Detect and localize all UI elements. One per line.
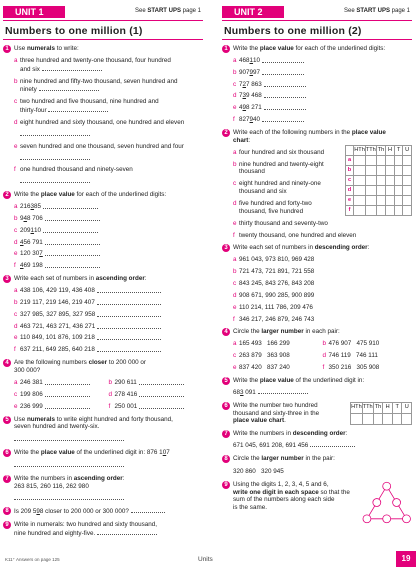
digit-circle[interactable] <box>363 515 371 523</box>
question-prompt: Using the digits 1, 2, 3, 4, 5 and 6, write one digit in each space so that the sum of the numbers along each side is the same. <box>233 480 350 512</box>
question-number: 7 <box>222 430 230 438</box>
list-item: d 908 671, 990 285, 900 899 <box>233 291 315 299</box>
answer-line[interactable] <box>45 379 90 385</box>
list-item: b 9 4 8 706 <box>14 215 203 223</box>
list-item[interactable]: c 263 879 363 908 <box>233 352 290 360</box>
list-item: e 4 9 8 271 <box>233 104 412 112</box>
answer-line[interactable] <box>97 287 161 293</box>
answer-line[interactable] <box>264 81 306 87</box>
list-item: e 110 214, 111 786, 209 476 <box>233 303 313 311</box>
question-8 <box>3 507 203 516</box>
list-item: e 110 849, 101 876, 109 218 <box>14 334 203 342</box>
question-3 <box>3 275 203 354</box>
answer-line[interactable] <box>262 69 304 75</box>
list-item: d eight hundred and sixty thousand, one hundred and eleven <box>14 119 203 139</box>
question-9 <box>3 521 203 538</box>
list-item: e seven hundred and one thousand, seven hundred and four <box>14 143 203 163</box>
question-number: 9 <box>222 481 230 489</box>
question-7 <box>3 475 203 503</box>
question-7: 7 Write the numbers in descending order: 671 045, 691 208, 691 456 <box>222 430 412 450</box>
question-prompt: Circle the larger number in the pair: <box>233 454 335 462</box>
question-prompt: Write each of the following numbers in the place value chart: <box>233 129 386 144</box>
answer-line[interactable] <box>20 130 90 136</box>
startups-reference: See START UPS page 1 <box>135 8 201 15</box>
question-number: 4 <box>222 328 230 336</box>
question-prompt: Write each set of numbers in descending order: <box>233 244 370 252</box>
footer-section: Units <box>198 555 213 563</box>
question-prompt: Write the numbers in ascending order: 263 815, 260 116, 262 980 <box>14 474 125 490</box>
list-item: a three hundred and twenty-one thousand, four hundred and six <box>14 56 171 73</box>
answer-line[interactable] <box>45 262 100 268</box>
question-number: 1 <box>222 45 230 53</box>
list-item: b 219 117, 219 146, 219 407 <box>14 299 203 307</box>
list-item: f 346 217, 246 879, 246 743 <box>233 315 315 323</box>
question-prompt: Write the place value for each of the underlined digits: <box>233 45 386 52</box>
answer-line[interactable] <box>97 529 157 535</box>
question-number: 8 <box>222 455 230 463</box>
answer-line[interactable] <box>258 388 308 394</box>
list-item: b nine hundred and fifty-two thousand, seven hundred and ninety <box>14 77 178 94</box>
list-item: a 246 381 <box>14 379 109 387</box>
list-item: b 907 9 97 <box>233 69 412 77</box>
unit1-header <box>3 6 203 18</box>
answer-line[interactable] <box>14 435 124 441</box>
list-item: f 637 211, 649 285, 640 218 <box>14 346 203 354</box>
list-item: a four hundred and six thousand <box>233 148 325 156</box>
answer-line[interactable] <box>264 92 306 98</box>
digit-circle[interactable] <box>392 498 400 506</box>
list-item: d 463 721, 463 271, 436 271 <box>14 323 203 331</box>
answer-line[interactable] <box>45 391 90 397</box>
answer-line[interactable] <box>14 494 124 500</box>
question-number: 3 <box>3 275 11 283</box>
place-value-chart: HTh TTh Th H T U a b c d e f <box>345 145 412 216</box>
list-item[interactable]: f 350 216 305 908 <box>322 364 380 372</box>
list-item: c 199 806 <box>14 391 109 399</box>
unit1-column <box>3 6 203 538</box>
page-number: 19 <box>396 551 416 567</box>
list-item: f one hundred thousand and ninety-seven <box>14 166 203 186</box>
list-item: c 7 2 7 863 <box>233 81 412 89</box>
answer-line[interactable] <box>97 334 161 340</box>
question-number: 1 <box>3 45 11 53</box>
digit-circle[interactable] <box>372 498 380 506</box>
question-number: 9 <box>3 521 11 529</box>
list-item[interactable]: a 165 493 166 299 <box>233 340 290 348</box>
list-item: d five hundred and forty-two thousand, five hundred <box>233 200 312 215</box>
list-item: b nine hundred and twenty-eight thousand <box>233 160 324 176</box>
answer-line[interactable] <box>97 299 161 305</box>
answer-line[interactable] <box>139 379 184 385</box>
unit1-title: Numbers to one million (1) <box>3 20 203 40</box>
question-number: 5 <box>222 377 230 385</box>
answer-line[interactable] <box>262 116 304 122</box>
answers-reference: K11⁺ Answers on page 125 <box>5 557 60 563</box>
list-item: a 438 106, 429 119, 436 408 <box>14 287 203 295</box>
question-number: 2 <box>222 129 230 137</box>
question-3 <box>222 244 412 323</box>
list-item: e thirty thousand and seventy-two <box>233 219 328 227</box>
question-6 <box>222 402 412 426</box>
question-prompt: Write the place value of the underlined digit in: 876 107 <box>14 449 170 457</box>
list-item: d 4 56 791 <box>14 239 203 247</box>
question-number: 5 <box>3 416 11 424</box>
unit2-label: UNIT 2 <box>222 6 284 18</box>
list-item[interactable]: b 476 907 475 910 <box>322 340 380 348</box>
answer-line[interactable] <box>45 250 100 256</box>
list-item: e 120 30 7 <box>14 250 203 258</box>
question-prompt: Are the following numbers closer to 200 000 or 300 000? <box>14 359 146 375</box>
question-8: 8 Circle the larger number in the pair: 320 860 320 945 <box>222 455 412 476</box>
answer-line[interactable] <box>43 227 98 233</box>
question-prompt: Use numerals to write: <box>14 45 79 52</box>
question-prompt: Is 209 598 closer to 200 000 or 300 000? <box>14 507 203 516</box>
list-item: f 4 69 198 <box>14 262 203 270</box>
question-prompt: Write in numerals: two hundred and sixty thousand, nine hundred and eighty-five. <box>14 521 158 538</box>
startups-reference: See START UPS page 1 <box>344 8 410 15</box>
question-number: 3 <box>222 244 230 252</box>
list-item[interactable]: e 837 420 837 240 <box>233 364 290 372</box>
question-prompt: Write the number two hundred thousand and sixty-three in the place value chart. <box>233 401 320 425</box>
list-item: c eight hundred and ninety-one thousand and six <box>233 180 321 196</box>
list-item: c 209 1 10 <box>14 227 203 235</box>
list-item: f twenty thousand, one hundred and eleven <box>233 231 357 239</box>
question-5: 5 Write the place value of the underlined digit in: 683 091 <box>222 377 412 397</box>
question-prompt: Write each set of numbers in ascending order: <box>14 275 147 283</box>
list-item: e 236 999 <box>14 403 109 411</box>
question-number: 6 <box>222 402 230 410</box>
question-2 <box>3 191 203 270</box>
question-number: 7 <box>3 475 11 483</box>
list-item: c two hundred and five thousand, nine hundred and thirty-four <box>14 98 159 115</box>
unit2-column <box>222 6 412 525</box>
place-value-chart: HTh TTh Th H T U <box>350 402 412 426</box>
list-item: a 468 1 10 <box>233 57 412 65</box>
answer-line[interactable] <box>310 441 355 447</box>
answer-line[interactable] <box>262 57 304 63</box>
list-item: d 7 3 9 468 <box>233 92 412 100</box>
list-item: f 250 001 <box>109 403 204 411</box>
list-item: a 961 043, 973 810, 969 428 <box>233 256 315 264</box>
question-6 <box>3 449 203 470</box>
answer-line[interactable] <box>20 177 90 183</box>
list-item: a 216 3 85 <box>14 203 203 211</box>
question-1 <box>222 45 412 124</box>
digit-circle[interactable] <box>382 482 390 490</box>
question-number: 2 <box>3 191 11 199</box>
question-prompt: Use numerals to write eight hundred and forty thousand, seven hundred and twenty-six. <box>14 415 173 431</box>
question-1 <box>3 45 203 186</box>
question-number: 4 <box>3 359 11 367</box>
question-prompt: Circle the larger number in each pair: <box>233 328 340 336</box>
list-item[interactable]: d 746 119 746 111 <box>322 352 378 360</box>
question-number: 8 <box>3 507 11 515</box>
answer-line[interactable] <box>45 215 100 221</box>
question-prompt: Write the numbers in descending order: <box>233 430 348 438</box>
question-5 <box>3 416 203 445</box>
answer-line[interactable] <box>42 65 102 71</box>
list-item: c 327 985, 327 895, 327 958 <box>14 311 203 319</box>
triangle-puzzle <box>361 481 412 525</box>
unit2-title: Numbers to one million (2) <box>222 20 412 40</box>
answer-line[interactable] <box>20 154 90 160</box>
digit-circle[interactable] <box>382 515 390 523</box>
question-number: 6 <box>3 449 11 457</box>
answer-line[interactable] <box>139 403 184 409</box>
answer-line[interactable] <box>131 507 165 513</box>
question-prompt: Write the place value of the underlined digit in: <box>233 376 365 384</box>
list-item: b 290 611 <box>109 379 204 387</box>
unit2-header <box>222 6 412 18</box>
list-item: b 721 473, 721 891, 721 558 <box>233 268 315 276</box>
question-9 <box>222 481 412 525</box>
answer-line[interactable] <box>45 403 90 409</box>
question-4 <box>222 328 412 371</box>
answer-line[interactable] <box>264 104 306 110</box>
answer-line[interactable] <box>139 391 184 397</box>
question-2 <box>222 129 412 239</box>
answer-line[interactable] <box>48 106 108 112</box>
list-item: f 827 9 40 <box>233 116 412 124</box>
answer-line[interactable] <box>97 323 161 329</box>
question-4 <box>3 359 203 410</box>
answer-line[interactable] <box>97 311 161 317</box>
digit-circle[interactable] <box>402 515 410 523</box>
unit1-label: UNIT 1 <box>3 6 65 18</box>
answer-line[interactable] <box>43 203 98 209</box>
answer-line[interactable] <box>39 85 99 91</box>
answer-line[interactable] <box>14 461 124 467</box>
answer-line[interactable] <box>97 346 161 352</box>
list-item: c 843 245, 843 276, 843 208 <box>233 280 315 288</box>
question-prompt: Write the place value for each of the underlined digits: <box>14 191 167 199</box>
list-item: d 278 416 <box>109 391 204 399</box>
answer-line[interactable] <box>45 239 100 245</box>
